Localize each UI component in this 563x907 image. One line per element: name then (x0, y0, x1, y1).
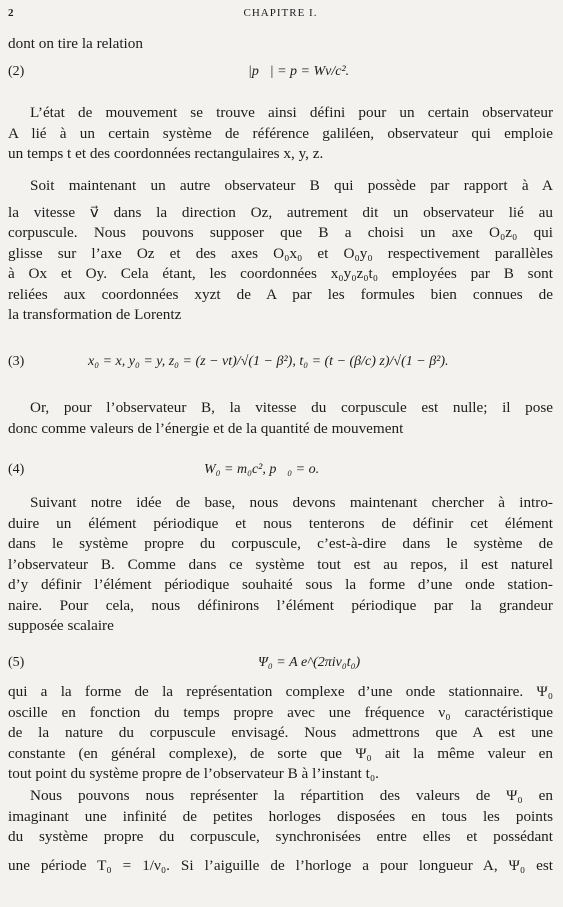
text-line: glisse sur l’axe Oz et des axes O₀x₀ et O₀y₀ respectivement parallèles (8, 244, 553, 262)
equation-body: x₀ = x, y₀ = y, z₀ = (z − vt)/√(1 − β²), t₀ = (t − (β/c) z)/√(1 − β²). (88, 354, 449, 369)
text-line: un temps t et des coordonnées rectangulaires x, y, z. (8, 145, 324, 162)
text-line: l’observateur B. Comme dans ce système tout est au repos, il est naturel (8, 555, 553, 573)
equation-body: |p⃗| = p = Wv/c². (248, 64, 350, 79)
paragraph-state-of-motion (8, 103, 553, 165)
text-line: donc comme valeurs de l’énergie et de la quantité de mouvement (8, 419, 404, 437)
text-line: la transformation de Lorentz (8, 306, 182, 323)
text-line: Or, pour l’observateur B, la vitesse du corpuscule est nulle; il pose (30, 399, 553, 416)
text-line: Soit maintenant un autre observateur B qui possède par rapport à A (30, 177, 553, 194)
running-header (8, 7, 553, 23)
text-line: une période T₀ = 1/ν₀. Si l’aiguille de l’horloge a pour longueur A, Ψ₀ est (8, 856, 553, 874)
text-line: reliées aux coordonnées xyzt de A par les formules bien connues de (8, 285, 553, 303)
text-line: L’état de mouvement se trouve ainsi défini pour un certain observateur (30, 104, 553, 121)
equation-4 (8, 462, 553, 486)
text-line: corpuscule. Nous pouvons supposer que B a choisi un axe O₀z₀ qui (8, 224, 553, 241)
text-line: imaginant une infinité de petites horloges disposées en tous les points (8, 807, 553, 825)
text-line: la vitesse v⃗ dans la direction Oz, autrement dit un observateur lié au (8, 203, 553, 221)
chapter-title: CHAPITRE I. (243, 7, 318, 19)
paragraph-standing-wave (8, 682, 553, 785)
text-line: tout point du système propre de l’observateur B à l’instant t₀. (8, 765, 379, 782)
equation-5 (8, 655, 553, 677)
text-line: supposée scalaire (8, 617, 114, 634)
text-line: dont on tire la relation (8, 35, 143, 52)
equation-number: (3) (8, 354, 25, 369)
paragraph-observer-b (8, 176, 553, 326)
text-line: Suivant notre idée de base, nous devons maintenant chercher à intro- (30, 494, 553, 511)
text-line: oscille en fonction du temps propre avec une fréquence ν₀ caractéristique (8, 703, 553, 721)
paragraph-velocity-null (8, 398, 553, 439)
equation-2 (8, 64, 553, 88)
text-line: A lié à un certain système de référence galiléen, observateur qui emploie (8, 124, 553, 142)
paragraph-clocks (8, 786, 553, 876)
text-line: duire un élément périodique et nous tenterons de définir cet élément (8, 514, 553, 532)
equation-number: (2) (8, 64, 25, 79)
text-line: Nous pouvons nous représenter la répartition des valeurs de Ψ₀ en (30, 787, 553, 804)
equation-body: W₀ = m₀c², p⃗₀ = o. (204, 462, 320, 477)
text-line: qui a la forme de la représentation complexe d’une onde stationnaire. Ψ₀ (8, 683, 553, 700)
text-line: dans le système propre du corpuscule, c’est-à-dire dans le système de (8, 535, 553, 552)
text-line: du système propre du corpuscule, synchronisées entre elles et possédant (8, 828, 553, 845)
equation-number: (4) (8, 462, 25, 477)
page-number: 2 (8, 7, 15, 19)
equation-number: (5) (8, 655, 25, 670)
text-line: d’y définir l’élément périodique souhaité sous la forme d’une onde station- (8, 576, 553, 593)
text-line: de la nature du corpuscule envisagé. Nous admettrons que A est une (8, 724, 553, 741)
equation-3 (8, 354, 553, 378)
text-line: constante (en général complexe), de sorte que Ψ₀ ait la même valeur en (8, 744, 553, 762)
equation-body: Ψ₀ = A e^(2πiν₀t₀) (258, 655, 361, 670)
paragraph-periodic-element (8, 493, 553, 637)
text-line: naire. Pour cela, nous définirons l’élément périodique par la grandeur (8, 596, 553, 614)
text-line: à Ox et Oy. Cela étant, les coordonnées x₀y₀z₀t₀ employées par B sont (8, 265, 553, 282)
paragraph-intro-relation (8, 34, 553, 55)
